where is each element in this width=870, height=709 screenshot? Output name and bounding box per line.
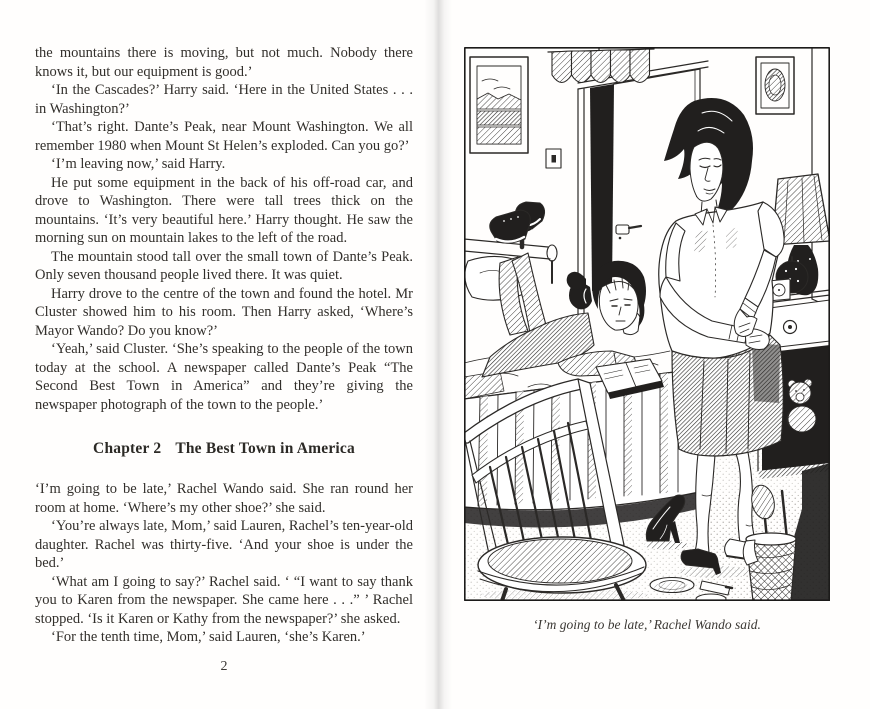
door-handle — [616, 225, 629, 234]
paragraph: ‘For the tenth time, Mom,’ said Lauren, ‘she’s Karen.’ — [51, 629, 366, 645]
chapter-title: The Best Town in America — [175, 440, 355, 457]
paragraph: ‘You’re always late, Mom,’ said Lauren, Rachel’s ten-year-old daughter. Rachel was thirty-five. ‘And your shoe is under the bed.’ — [35, 518, 413, 571]
chapter-label: Chapter 2 — [93, 440, 162, 457]
page-number: 2 — [220, 658, 228, 674]
girl-face — [599, 281, 638, 330]
light-switch — [546, 149, 561, 168]
paragraph: The mountain stood tall over the small town of Dante’s Peak. Only seven thousand people lived there. It was quiet. — [35, 248, 413, 283]
illustration-drawing — [464, 47, 830, 601]
woman-face — [690, 142, 723, 201]
chapter-heading — [35, 438, 413, 460]
paragraph: ‘That’s right. Dante’s Peak, near Mount Washington. We all remember 1980 when Mount St Helen’s exploded. Can you go?’ — [35, 119, 413, 154]
girl-figure — [482, 202, 664, 399]
paragraph: He put some equipment in the back of his off-road car, and drove to Washington. There were tall trees thick on the mountains. ‘It’s very beautiful here.’ Harry thought. He saw the morning sun on mountain lakes to the left of the road. — [35, 174, 413, 246]
paragraph: Harry drove to the centre of the town and found the hotel. Mr Cluster showed him to his room. Then Harry asked, ‘Where’s Mayor Wando? Do you know?’ — [35, 285, 413, 339]
paragraph: the mountains there is moving, but not much. Nobody there knows it, but our equipment is good.’ — [35, 45, 413, 80]
paragraph: ‘What am I going to say?’ Rachel said. ‘ “I want to say thank you to Karen from the newspaper. She came here . . .” ’ Rachel stopped. ‘Is it Karen or Kathy from the newspaper?’ she asked. — [35, 573, 413, 627]
paragraph: ‘Yeah,’ said Cluster. ‘She’s speaking to the people of the town today at the school. A newspaper called Dante’s Peak “The Second Best Town in America” and they’re giving the newspaper photograph of the town to the people.’ — [35, 341, 413, 413]
paragraph: ‘In the Cascades?’ Harry said. ‘Here in the United States . . . in Washington?’ — [35, 82, 413, 117]
framed-landscape-picture — [470, 57, 528, 153]
ceiling-lamp — [548, 47, 654, 83]
illustration-caption: ‘I’m going to be late,’ Rachel Wando said. — [533, 617, 761, 632]
paragraph: ‘I’m leaving now,’ said Harry. — [51, 156, 226, 172]
illustration — [464, 47, 830, 601]
page-gutter-shadow — [424, 0, 452, 709]
paragraph: ‘I’m going to be late,’ Rachel Wando said. She ran round her room at home. ‘Where’s my other shoe?’ she said. — [35, 481, 413, 516]
framed-portrait-picture — [756, 57, 794, 114]
left-page — [35, 44, 413, 675]
sneakers — [490, 202, 545, 243]
